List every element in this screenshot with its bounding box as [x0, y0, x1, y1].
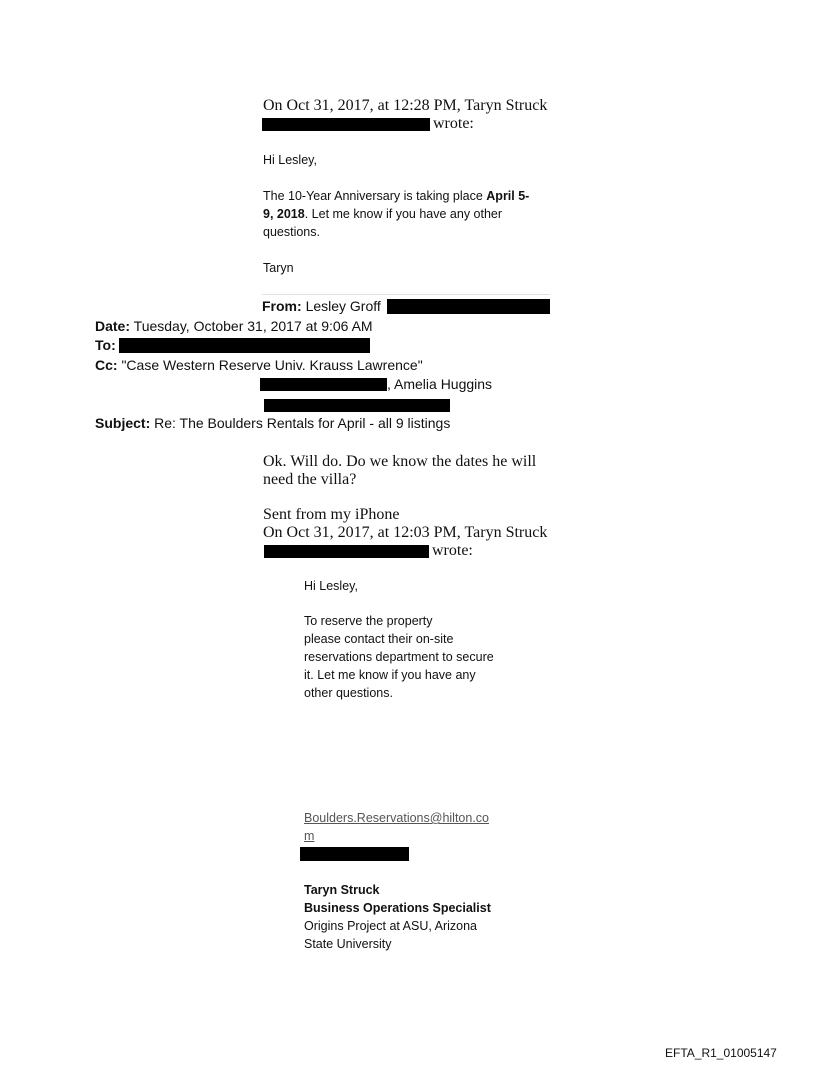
quote2-wrote: wrote:	[432, 542, 473, 559]
from-line: From: Lesley Groff	[262, 298, 381, 314]
redacted-from-email	[387, 299, 550, 314]
reply-body: Ok. Will do. Do we know the dates he will need the villa?	[263, 453, 537, 488]
quote1-greeting: Hi Lesley,	[263, 153, 317, 167]
to-line: To:	[95, 337, 116, 353]
cc-second-recipient: , Amelia Huggins	[387, 376, 493, 392]
subject-line: Subject: Re: The Boulders Rentals for April - all 9 listings	[95, 415, 451, 431]
quote2-greeting: Hi Lesley,	[304, 579, 358, 593]
redacted-phone	[300, 847, 409, 861]
quote1-body: The 10-Year Anniversary is taking place April 5- 9, 2018. Let me know if you have any other questions.	[263, 189, 530, 239]
quote1-header: On Oct 31, 2017, at 12:28 PM, Taryn Struck	[263, 97, 548, 114]
redacted-to	[119, 338, 370, 353]
redacted-email	[262, 118, 430, 131]
sent-from-line: Sent from my iPhone	[263, 506, 400, 523]
document-id: EFTA_R1_01005147	[665, 1046, 777, 1060]
reservations-email-link[interactable]: Boulders.Reservations@hilton.co m	[304, 811, 490, 843]
quote2-body: To reserve the property please contact their on-site reservations department to secure it. Let me know if you have any other questions.	[304, 614, 494, 700]
date-line: Date: Tuesday, October 31, 2017 at 9:06 AM	[95, 318, 373, 334]
cc-line: Cc: "Case Western Reserve Univ. Krauss Lawrence"	[95, 357, 423, 373]
redacted-cc-email	[260, 378, 387, 391]
separator-line	[262, 294, 550, 295]
signature: Taryn Struck Business Operations Specialist Origins Project at ASU, Arizona State University	[304, 883, 491, 951]
quote1-signoff: Taryn	[263, 261, 294, 275]
quote1-wrote: wrote:	[433, 115, 474, 132]
quote2-header: On Oct 31, 2017, at 12:03 PM, Taryn Struck	[263, 524, 548, 541]
redacted-email-2	[264, 545, 429, 558]
redacted-cc-email-2	[264, 399, 450, 412]
